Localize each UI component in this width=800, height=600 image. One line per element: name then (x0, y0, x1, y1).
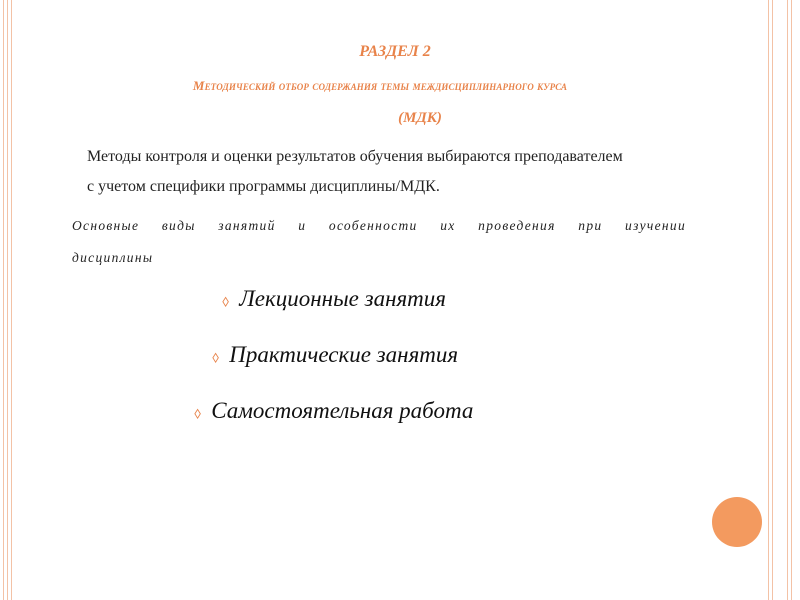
section-label: РАЗДЕЛ 2 (359, 43, 431, 60)
decorative-circle (712, 497, 762, 547)
bullet-item (222, 286, 446, 312)
methods-paragraph (87, 142, 697, 202)
diamond-bullet-icon: ⬨ (222, 293, 230, 310)
methods-line-1: Методы контроля и оценки результатов обучения выбираются преподавателем (87, 148, 623, 165)
bullet-label: Практические занятия (229, 342, 459, 367)
right-frame-lines (760, 0, 800, 600)
section-heading: Методический отбор содержания темы междисциплинарного курса (192, 78, 568, 93)
diamond-bullet-icon: ⬨ (212, 349, 220, 366)
intro-line-2: дисциплины (72, 250, 154, 265)
bullet-item (194, 398, 473, 424)
bullet-label: Лекционные занятия (239, 286, 446, 311)
bullet-label: Самостоятельная работа (211, 398, 474, 423)
diamond-bullet-icon: ⬨ (194, 405, 202, 422)
bullet-item (212, 342, 458, 368)
intro-line-1: Основные виды занятий и особенности их проведения при изучении (72, 218, 686, 233)
section-heading-abbr: (МДК) (398, 110, 442, 126)
methods-line-2: с учетом специфики программы дисциплины/МДК. (87, 178, 440, 195)
